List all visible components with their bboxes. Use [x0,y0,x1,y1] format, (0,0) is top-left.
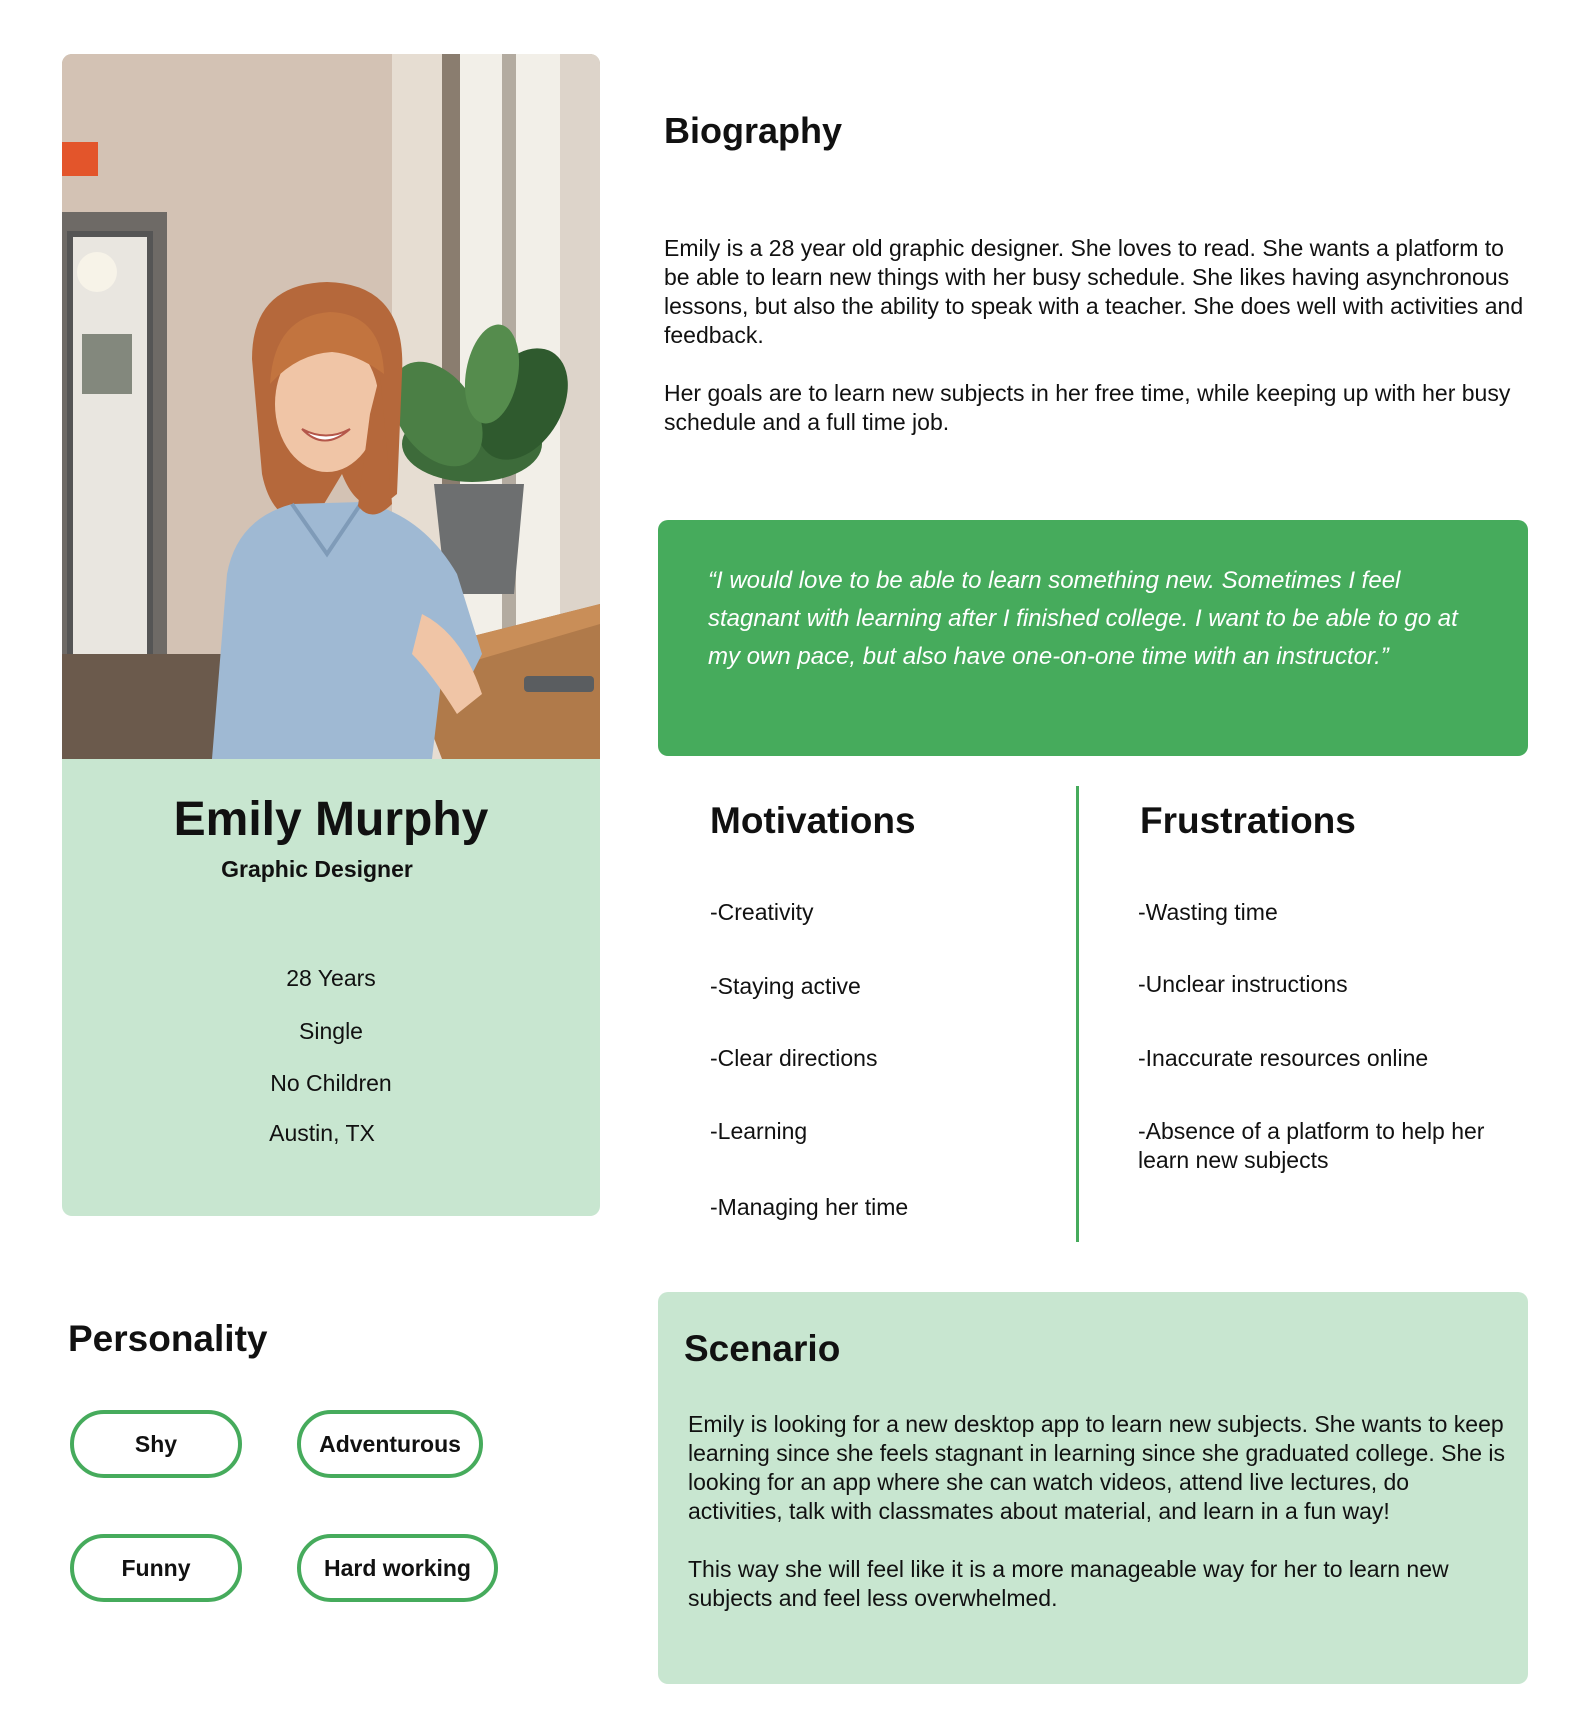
frustration-item: -Inaccurate resources online [1138,1045,1429,1071]
persona-name: Emily Murphy [173,793,489,846]
profile-photo-illustration [62,54,600,759]
biography-heading: Biography [664,110,843,151]
motivation-item: -Clear directions [710,1045,878,1071]
fact-marital-status: Single [299,1018,363,1044]
quote-box [658,520,1528,756]
fact-children: No Children [270,1070,392,1096]
profile-photo [62,54,600,759]
scenario-paragraph: Emily is looking for a new desktop app to learn new subjects. She wants to keep learning since she feels stagnant in learning since she graduated college. She is looking for an app where she can watch videos, attend live lectures, do activities, talk with classmates about material, and learn in a fun way! [688,1411,1506,1524]
persona-role: Graphic Designer [221,856,413,882]
trait-pill-adventurous: Adventurous [297,1410,483,1478]
scenario-box [658,1292,1528,1684]
biography-body [664,234,1524,437]
quote-text: “I would love to be able to learn something new. Sometimes I feel stagnant with learning after I finished college. I want to be able to go at my own pace, but also have one-on-one time with an instructor.” [708,567,1458,670]
motivations-heading: Motivations [710,800,916,841]
trait-pill-funny: Funny [70,1534,242,1602]
trait-pill-shy: Shy [70,1410,242,1478]
frustration-item: -Wasting time [1138,899,1278,925]
biography-paragraph: Her goals are to learn new subjects in her free time, while keeping up with her busy schedule and a full time job. [664,380,1511,435]
motivation-item: -Managing her time [710,1194,909,1220]
personality-heading: Personality [68,1318,268,1359]
frustration-item: -Absence of a platform to help her learn new subjects [1138,1118,1485,1173]
motivation-item: -Staying active [710,973,861,999]
frustrations-heading: Frustrations [1140,800,1356,841]
motivation-item: -Learning [710,1118,808,1144]
scenario-heading: Scenario [684,1328,841,1369]
profile-card [62,54,600,1216]
scenario-body [688,1410,1508,1613]
fact-location: Austin, TX [269,1120,375,1146]
fact-age: 28 Years [286,965,376,991]
biography-paragraph: Emily is a 28 year old graphic designer. She loves to read. She wants a platform to be able to learn new things with her busy schedule. She likes having asynchronous lessons, but also the ability to speak with a teacher. She does well with activities and feedback. [664,235,1524,348]
trait-pill-hard-working: Hard working [297,1534,498,1602]
column-divider [1076,786,1079,1242]
frustration-item: -Unclear instructions [1138,971,1348,997]
motivation-item: -Creativity [710,899,814,925]
scenario-paragraph: This way she will feel like it is a more manageable way for her to learn new subjects and feel less overwhelmed. [688,1556,1449,1611]
